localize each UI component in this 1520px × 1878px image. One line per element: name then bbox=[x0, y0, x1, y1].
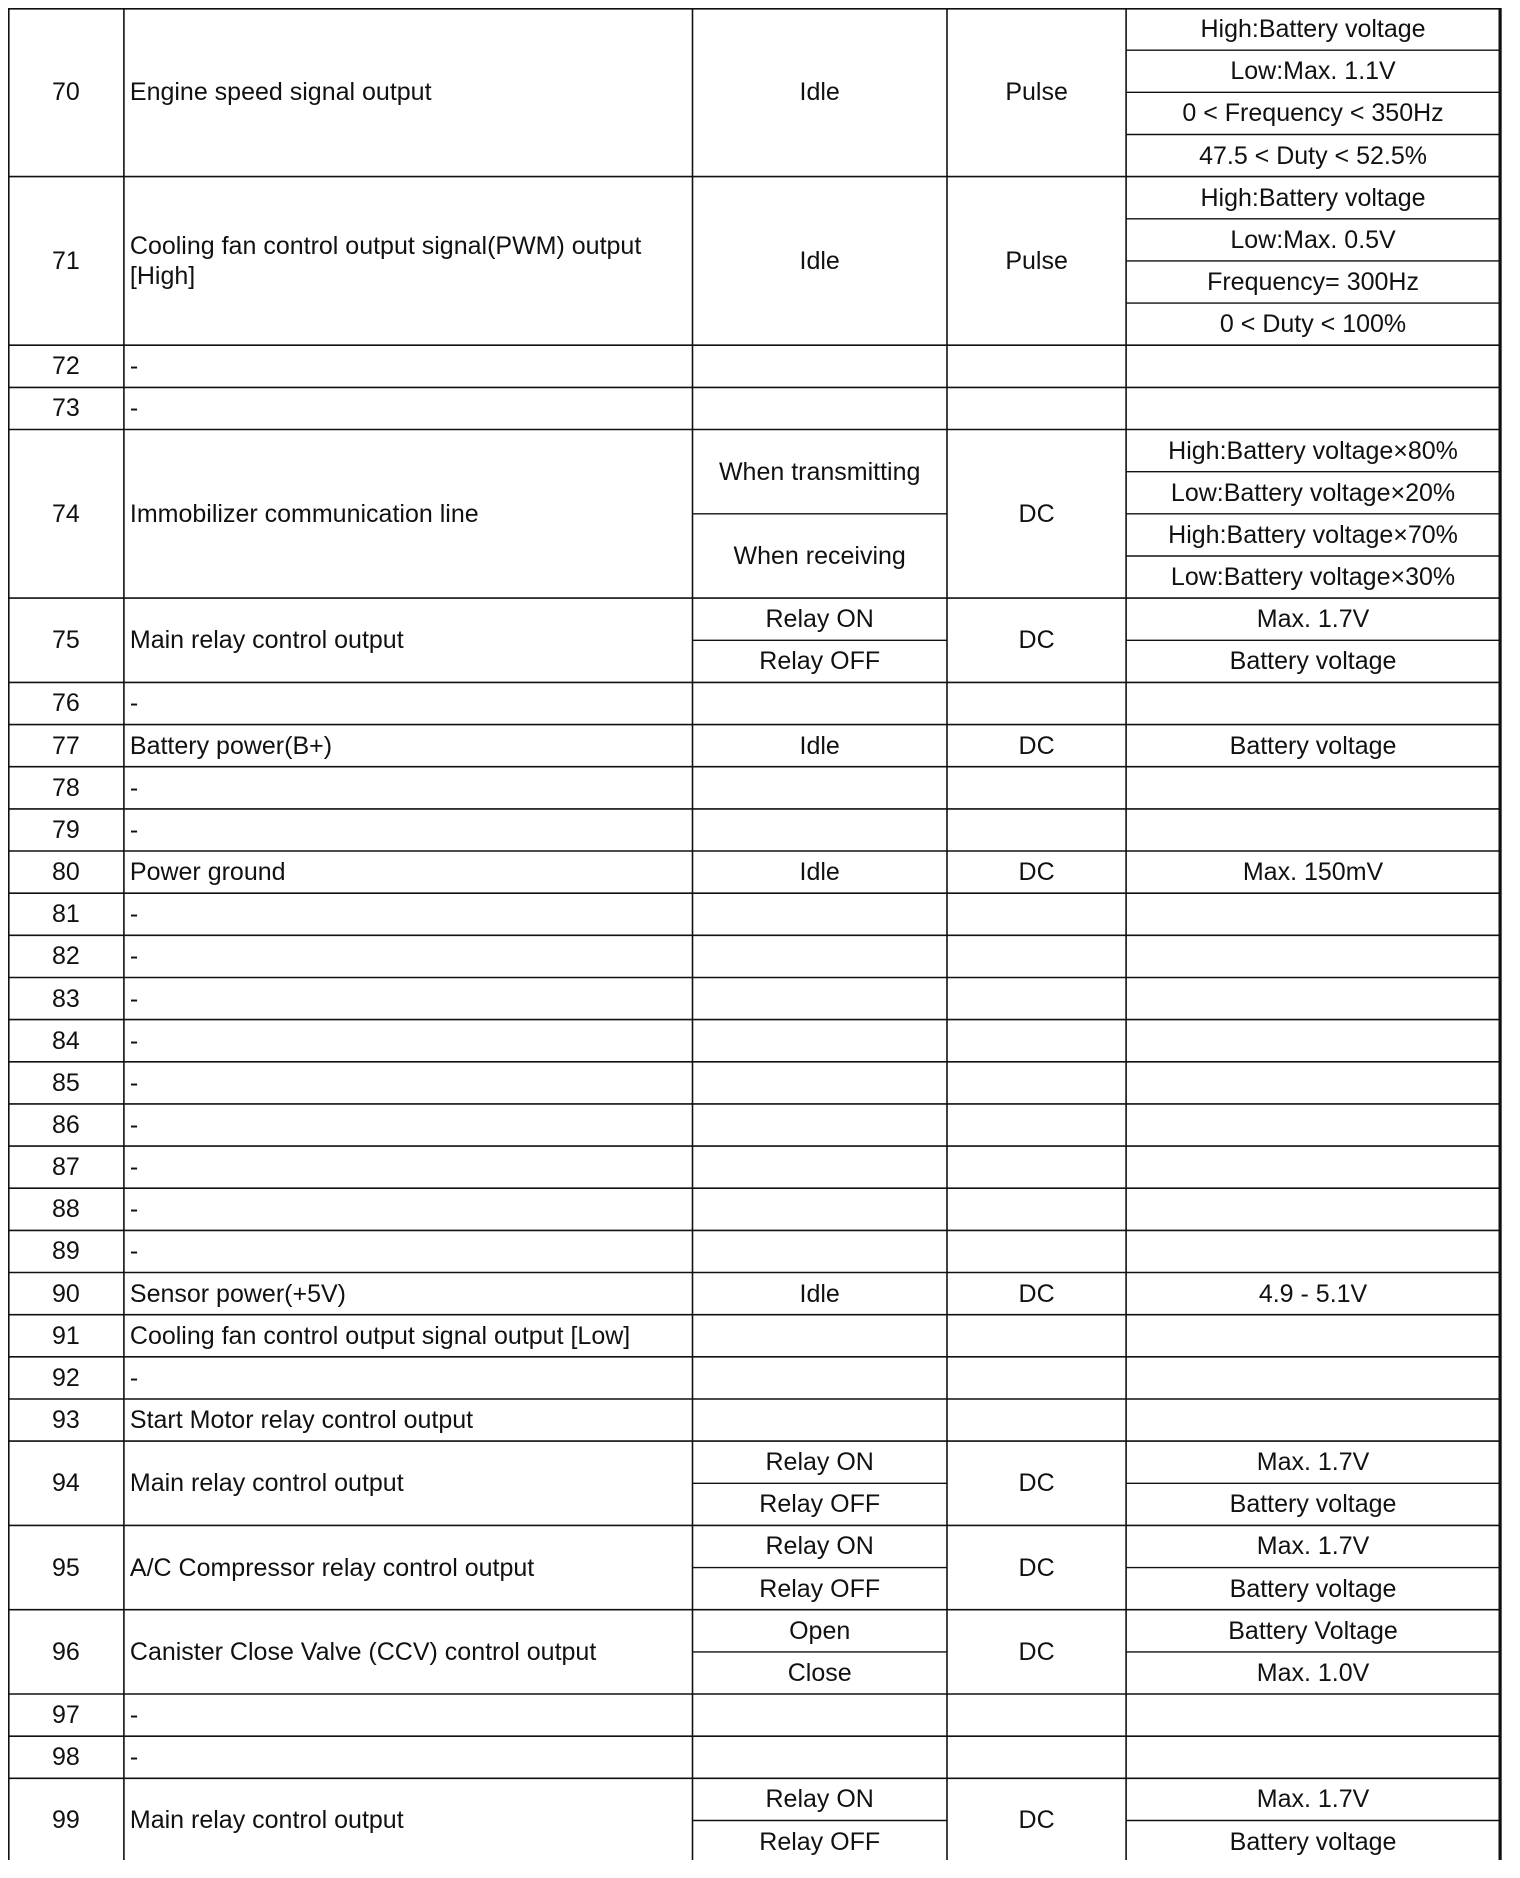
level-cell bbox=[1126, 598, 1500, 640]
description-cell bbox=[124, 8, 693, 177]
condition-cell bbox=[693, 1610, 947, 1652]
pin-cell bbox=[8, 1778, 124, 1862]
level-cell-text: High:Battery voltage bbox=[1200, 15, 1426, 44]
condition-cell bbox=[693, 851, 947, 893]
pin-cell-text: 78 bbox=[52, 773, 80, 802]
pin-cell bbox=[8, 345, 124, 387]
description-cell-text: - bbox=[129, 942, 139, 971]
pin-cell-text: 73 bbox=[52, 394, 80, 423]
condition-cell bbox=[693, 1525, 947, 1567]
pin-cell bbox=[8, 978, 124, 1020]
pin-cell-text: 98 bbox=[52, 1743, 80, 1772]
description-cell bbox=[124, 1525, 693, 1609]
condition-cell-text: When receiving bbox=[733, 541, 906, 570]
description-cell-text: - bbox=[129, 1068, 139, 1097]
description-cell-text: - bbox=[129, 689, 139, 718]
description-cell-text: Main relay control output bbox=[129, 1469, 404, 1498]
condition-cell-text: Idle bbox=[799, 78, 840, 107]
type-cell bbox=[947, 598, 1126, 682]
condition-cell bbox=[693, 177, 947, 346]
type-cell bbox=[947, 725, 1126, 767]
description-cell-text: Main relay control output bbox=[129, 626, 404, 655]
condition-cell-text: Relay ON bbox=[765, 605, 874, 634]
condition-cell-text: Relay ON bbox=[765, 1448, 874, 1477]
pin-cell bbox=[8, 1525, 124, 1609]
type-cell bbox=[947, 1778, 1126, 1862]
type-cell-text: DC bbox=[1018, 1637, 1055, 1666]
pin-cell bbox=[8, 598, 124, 682]
condition-cell bbox=[693, 1568, 947, 1610]
level-cell bbox=[1126, 92, 1500, 134]
description-cell bbox=[124, 1441, 693, 1525]
condition-cell bbox=[693, 514, 947, 598]
type-cell bbox=[947, 1525, 1126, 1609]
type-cell-text: Pulse bbox=[1005, 78, 1068, 107]
level-cell bbox=[1126, 514, 1500, 556]
description-cell-text: - bbox=[129, 1110, 139, 1139]
description-cell-text: - bbox=[129, 900, 139, 929]
description-cell-text: - bbox=[129, 773, 139, 802]
pin-cell-text: 72 bbox=[52, 352, 80, 381]
pin-cell bbox=[8, 1188, 124, 1230]
level-cell-text: Max. 1.7V bbox=[1256, 605, 1370, 634]
condition-cell-text: Close bbox=[787, 1658, 852, 1687]
level-cell bbox=[1126, 1778, 1500, 1820]
description-cell bbox=[124, 1020, 693, 1062]
level-cell bbox=[1126, 1525, 1500, 1567]
condition-cell bbox=[693, 1441, 947, 1483]
pin-cell-text: 75 bbox=[52, 626, 80, 655]
level-cell bbox=[1126, 8, 1500, 50]
description-cell bbox=[124, 1778, 693, 1862]
description-cell-text: Start Motor relay control output bbox=[129, 1406, 474, 1435]
description-cell bbox=[124, 1610, 693, 1694]
pin-cell-text: 70 bbox=[52, 78, 80, 107]
pin-cell-text: 86 bbox=[52, 1110, 80, 1139]
description-cell-text: Sensor power(+5V) bbox=[129, 1279, 346, 1308]
type-cell-text: DC bbox=[1018, 1553, 1055, 1582]
description-cell bbox=[124, 851, 693, 893]
type-cell bbox=[947, 1610, 1126, 1694]
condition-cell bbox=[693, 725, 947, 767]
level-cell bbox=[1126, 640, 1500, 682]
description-cell bbox=[124, 1399, 693, 1441]
level-cell-text: Battery voltage bbox=[1229, 1827, 1397, 1856]
pin-cell bbox=[8, 1062, 124, 1104]
description-cell-text: Canister Close Valve (CCV) control output bbox=[129, 1637, 597, 1666]
condition-cell-text: Idle bbox=[799, 858, 840, 887]
pin-cell-text: 88 bbox=[52, 1195, 80, 1224]
condition-cell bbox=[693, 1821, 947, 1863]
type-cell bbox=[947, 1273, 1126, 1315]
level-cell-text: 0 < Frequency < 350Hz bbox=[1182, 99, 1444, 128]
description-cell-text: - bbox=[129, 1237, 139, 1266]
pin-cell-text: 93 bbox=[52, 1406, 80, 1435]
description-cell bbox=[124, 1230, 693, 1272]
pin-cell bbox=[8, 809, 124, 851]
level-cell bbox=[1126, 556, 1500, 598]
description-cell bbox=[124, 1273, 693, 1315]
description-cell-text: - bbox=[129, 1195, 139, 1224]
level-cell-text: Max. 1.0V bbox=[1256, 1658, 1370, 1687]
condition-cell-text: Open bbox=[789, 1616, 851, 1645]
description-cell-text: - bbox=[129, 352, 139, 381]
description-cell bbox=[124, 1188, 693, 1230]
description-cell-text: Engine speed signal output bbox=[129, 78, 432, 107]
condition-cell-text: Relay OFF bbox=[759, 1574, 881, 1603]
pin-cell-text: 92 bbox=[52, 1363, 80, 1392]
pin-cell bbox=[8, 177, 124, 346]
description-cell-text: Battery power(B+) bbox=[129, 731, 333, 760]
pin-cell bbox=[8, 1230, 124, 1272]
pin-cell-text: 99 bbox=[52, 1806, 80, 1835]
description-cell bbox=[124, 809, 693, 851]
description-cell bbox=[124, 1694, 693, 1736]
description-cell-text: - bbox=[129, 1153, 139, 1182]
pin-cell-text: 95 bbox=[52, 1553, 80, 1582]
pin-cell bbox=[8, 851, 124, 893]
description-cell bbox=[124, 1146, 693, 1188]
level-cell bbox=[1126, 472, 1500, 514]
description-cell-text: Immobilizer communication line bbox=[129, 499, 479, 528]
condition-cell bbox=[693, 430, 947, 514]
description-cell-text: - bbox=[129, 1701, 139, 1730]
description-cell bbox=[124, 767, 693, 809]
description-cell-text: - bbox=[129, 984, 139, 1013]
pin-cell bbox=[8, 430, 124, 599]
level-cell-text: Low:Max. 1.1V bbox=[1230, 57, 1396, 86]
level-cell-text: Frequency= 300Hz bbox=[1207, 267, 1419, 296]
level-cell bbox=[1126, 1821, 1500, 1863]
type-cell bbox=[947, 430, 1126, 599]
description-cell bbox=[124, 978, 693, 1020]
type-cell-text: DC bbox=[1018, 499, 1055, 528]
pin-cell bbox=[8, 725, 124, 767]
pin-cell bbox=[8, 1694, 124, 1736]
pin-cell bbox=[8, 1610, 124, 1694]
pin-cell bbox=[8, 1020, 124, 1062]
level-cell-text: Battery Voltage bbox=[1228, 1616, 1398, 1645]
pin-cell-text: 97 bbox=[52, 1701, 80, 1730]
description-cell bbox=[124, 935, 693, 977]
condition-cell bbox=[693, 1273, 947, 1315]
pin-cell-text: 89 bbox=[52, 1237, 80, 1266]
condition-cell-text: Idle bbox=[799, 246, 840, 275]
level-cell bbox=[1126, 851, 1500, 893]
pin-cell-text: 84 bbox=[52, 1026, 80, 1055]
pin-cell bbox=[8, 387, 124, 429]
type-cell-text: DC bbox=[1018, 626, 1055, 655]
condition-cell-text: Idle bbox=[799, 731, 840, 760]
pin-table bbox=[8, 8, 1512, 1860]
level-cell-text: Low:Battery voltage×30% bbox=[1170, 563, 1456, 592]
pin-cell bbox=[8, 8, 124, 177]
level-cell-text: Max. 1.7V bbox=[1256, 1785, 1370, 1814]
condition-cell bbox=[693, 598, 947, 640]
type-cell-text: Pulse bbox=[1005, 246, 1068, 275]
type-cell bbox=[947, 8, 1126, 177]
level-cell bbox=[1126, 725, 1500, 767]
description-cell-text: - bbox=[129, 1363, 139, 1392]
pin-cell-text: 83 bbox=[52, 984, 80, 1013]
level-cell-text: Max. 1.7V bbox=[1256, 1448, 1370, 1477]
condition-cell-text: Relay OFF bbox=[759, 1827, 881, 1856]
description-cell-text: Main relay control output bbox=[129, 1806, 404, 1835]
pin-cell-text: 90 bbox=[52, 1279, 80, 1308]
pin-cell bbox=[8, 682, 124, 724]
description-cell bbox=[124, 682, 693, 724]
pin-cell-text: 91 bbox=[52, 1321, 80, 1350]
condition-cell-text: Relay ON bbox=[765, 1785, 874, 1814]
description-cell bbox=[124, 387, 693, 429]
level-cell bbox=[1126, 177, 1500, 219]
level-cell-text: Battery voltage bbox=[1229, 1490, 1397, 1519]
description-cell bbox=[124, 1062, 693, 1104]
description-cell bbox=[124, 430, 693, 599]
type-cell-text: DC bbox=[1018, 858, 1055, 887]
pin-cell-text: 76 bbox=[52, 689, 80, 718]
description-cell bbox=[124, 893, 693, 935]
condition-cell bbox=[693, 640, 947, 682]
pin-cell-text: 79 bbox=[52, 815, 80, 844]
pin-cell bbox=[8, 893, 124, 935]
type-cell bbox=[947, 177, 1126, 346]
pin-cell-text: 80 bbox=[52, 858, 80, 887]
condition-cell-text: Idle bbox=[799, 1279, 840, 1308]
pin-cell-text: 82 bbox=[52, 942, 80, 971]
description-cell-text: - bbox=[129, 815, 139, 844]
pin-cell-text: 87 bbox=[52, 1153, 80, 1182]
level-cell bbox=[1126, 50, 1500, 92]
pin-cell-text: 94 bbox=[52, 1469, 80, 1498]
pin-cell bbox=[8, 1736, 124, 1778]
description-cell bbox=[124, 1104, 693, 1146]
condition-cell-text: Relay ON bbox=[765, 1532, 874, 1561]
pin-cell bbox=[8, 1315, 124, 1357]
description-cell bbox=[124, 1736, 693, 1778]
level-cell-text: High:Battery voltage bbox=[1200, 183, 1426, 212]
level-cell bbox=[1126, 1273, 1500, 1315]
pin-cell-text: 85 bbox=[52, 1068, 80, 1097]
level-cell bbox=[1126, 135, 1500, 177]
type-cell-text: DC bbox=[1018, 1806, 1055, 1835]
description-cell-text: Power ground bbox=[129, 858, 286, 887]
level-cell bbox=[1126, 1568, 1500, 1610]
pin-cell-text: 96 bbox=[52, 1637, 80, 1666]
description-cell bbox=[124, 598, 693, 682]
pin-cell-text: 81 bbox=[52, 900, 80, 929]
level-cell bbox=[1126, 1441, 1500, 1483]
condition-cell bbox=[693, 1483, 947, 1525]
pin-cell-text: 77 bbox=[52, 731, 80, 760]
level-cell bbox=[1126, 219, 1500, 261]
condition-cell bbox=[693, 1778, 947, 1820]
condition-cell-text: Relay OFF bbox=[759, 1490, 881, 1519]
pin-cell bbox=[8, 1441, 124, 1525]
description-cell bbox=[124, 1357, 693, 1399]
level-cell bbox=[1126, 430, 1500, 472]
level-cell-text: High:Battery voltage×70% bbox=[1168, 520, 1458, 549]
level-cell bbox=[1126, 1652, 1500, 1694]
pin-cell bbox=[8, 1146, 124, 1188]
level-cell-text: Max. 150mV bbox=[1242, 858, 1384, 887]
pin-cell bbox=[8, 767, 124, 809]
description-cell-text: - bbox=[129, 394, 139, 423]
pin-cell bbox=[8, 1104, 124, 1146]
type-cell-text: DC bbox=[1018, 731, 1055, 760]
description-cell-text: Cooling fan control output signal(PWM) output [High] bbox=[129, 231, 642, 290]
type-cell-text: DC bbox=[1018, 1279, 1055, 1308]
level-cell bbox=[1126, 1483, 1500, 1525]
description-cell-text: A/C Compressor relay control output bbox=[129, 1553, 535, 1582]
description-cell bbox=[124, 725, 693, 767]
condition-cell-text: When transmitting bbox=[718, 457, 921, 486]
pin-cell-text: 71 bbox=[52, 246, 80, 275]
level-cell-text: Max. 1.7V bbox=[1256, 1532, 1370, 1561]
description-cell bbox=[124, 1315, 693, 1357]
condition-cell bbox=[693, 1652, 947, 1694]
description-cell-text: - bbox=[129, 1743, 139, 1772]
description-cell-text: Cooling fan control output signal output [Low] bbox=[129, 1321, 631, 1350]
level-cell-text: 4.9 - 5.1V bbox=[1258, 1279, 1368, 1308]
level-cell-text: 47.5 < Duty < 52.5% bbox=[1199, 141, 1427, 170]
description-cell bbox=[124, 345, 693, 387]
level-cell-text: High:Battery voltage×80% bbox=[1168, 436, 1458, 465]
condition-cell-text: Relay OFF bbox=[759, 647, 881, 676]
pin-cell bbox=[8, 1357, 124, 1399]
level-cell bbox=[1126, 303, 1500, 345]
pin-cell bbox=[8, 935, 124, 977]
type-cell bbox=[947, 851, 1126, 893]
level-cell-text: Low:Max. 0.5V bbox=[1230, 225, 1396, 254]
pin-cell-text: 74 bbox=[52, 499, 80, 528]
description-cell-text: - bbox=[129, 1026, 139, 1055]
condition-cell bbox=[693, 8, 947, 177]
type-cell bbox=[947, 1441, 1126, 1525]
level-cell-text: Battery voltage bbox=[1229, 731, 1397, 760]
level-cell-text: Battery voltage bbox=[1229, 1574, 1397, 1603]
description-cell bbox=[124, 177, 693, 346]
level-cell bbox=[1126, 261, 1500, 303]
level-cell-text: 0 < Duty < 100% bbox=[1219, 310, 1407, 339]
level-cell bbox=[1126, 1610, 1500, 1652]
level-cell-text: Low:Battery voltage×20% bbox=[1170, 478, 1456, 507]
level-cell-text: Battery voltage bbox=[1229, 647, 1397, 676]
type-cell-text: DC bbox=[1018, 1469, 1055, 1498]
pin-cell bbox=[8, 1399, 124, 1441]
pin-cell bbox=[8, 1273, 124, 1315]
